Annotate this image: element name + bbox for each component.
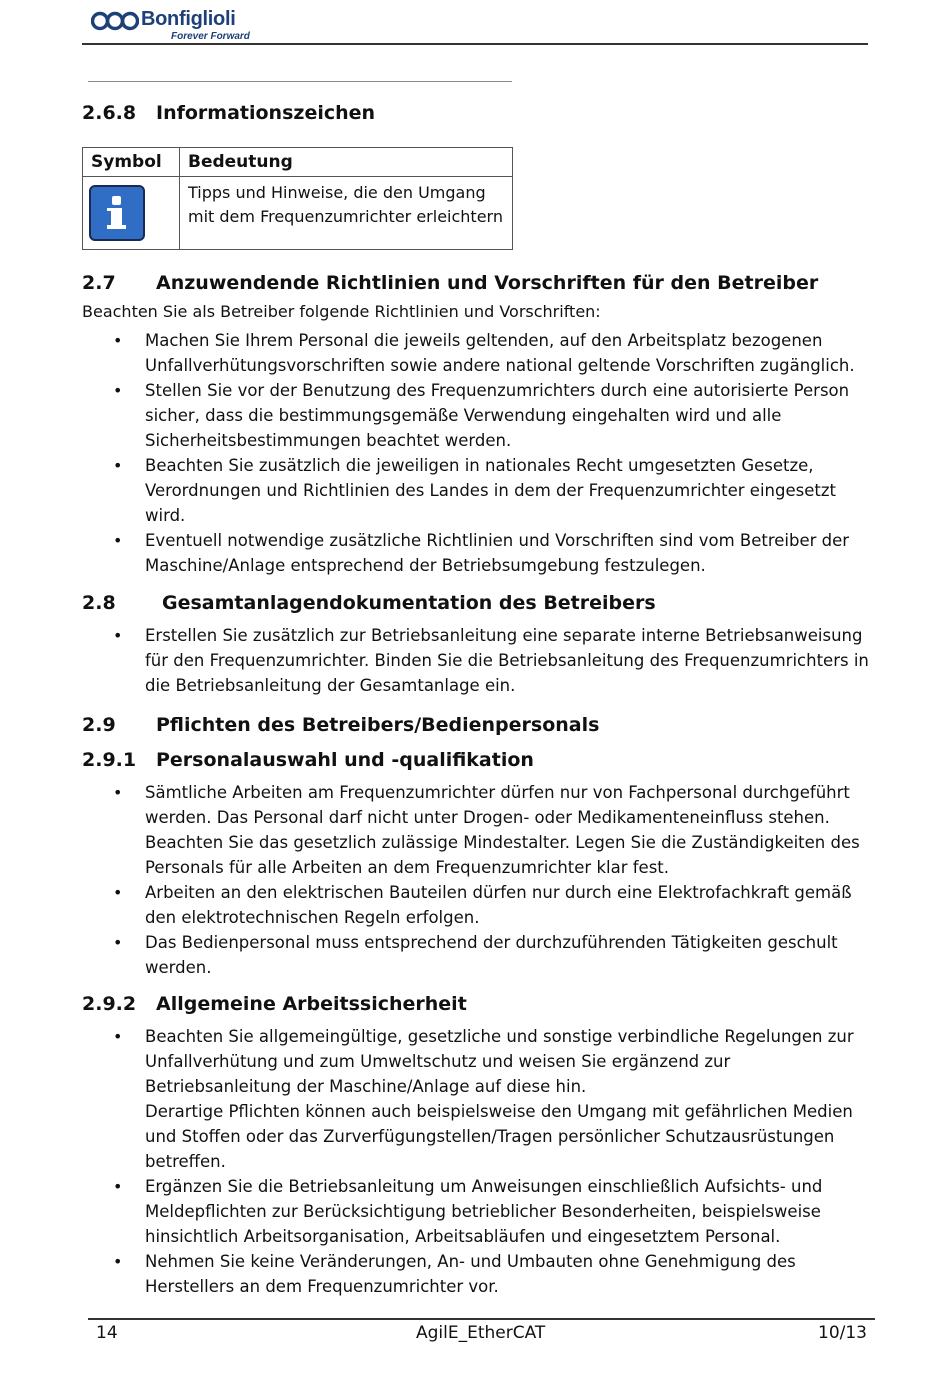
section-number: 2.7	[82, 272, 116, 294]
section-number: 2.9	[82, 714, 116, 736]
section-2-9-2-heading	[82, 991, 872, 1017]
info-symbol-table	[82, 147, 513, 250]
list-item-text: Beachten Sie allgemeingültige, gesetzliche und sonstige verbindliche Regelungen zur Unfallverhütung und zum Umweltschutz und weisen Sie ergänzend zur Betriebsanleitung der Maschine/Anlage auf diese hin.	[145, 1027, 854, 1096]
list-item: • Erstellen Sie zusätzlich zur Betriebsanleitung eine separate interne Betriebsanweisung für den Frequenzumrichter. Binden Sie die Betriebsanleitung des Frequenzumrichters in die Betriebsanleitung der Gesamtanlage ein.	[82, 623, 872, 698]
section-title: Anzuwendende Richtlinien und Vorschriften für den Betreiber	[156, 272, 819, 294]
section-2-9-1-heading	[82, 747, 872, 773]
section-title: Pflichten des Betreibers/Bedienpersonals	[156, 714, 600, 736]
section-2-6-8-heading	[82, 100, 872, 126]
list-item: • Das Bedienpersonal muss entsprechend der durchzuführenden Tätigkeiten geschult werden.	[82, 930, 872, 980]
section-number: 2.9.1	[82, 749, 137, 771]
list-item: • Eventuell notwendige zusätzliche Richtlinien und Vorschriften sind vom Betreiber der Maschine/Anlage entsprechend der Betriebsumgebung festzulegen.	[82, 528, 872, 578]
list-item: • Nehmen Sie keine Veränderungen, An- und Umbauten ohne Genehmigung des Herstellers an dem Frequenzumrichter vor.	[82, 1249, 872, 1299]
list-item: • Beachten Sie zusätzlich die jeweiligen in nationales Recht umgesetzten Gesetze, Verordnungen und Richtlinien des Landes in dem der Frequenzumrichter eingesetzt wird.	[82, 453, 872, 528]
symbol-cell	[83, 177, 180, 250]
bonfiglioli-logo	[91, 8, 261, 44]
list-item	[82, 1024, 872, 1174]
info-icon	[89, 185, 145, 241]
bullet-list	[82, 780, 872, 980]
section-title: Allgemeine Arbeitssicherheit	[156, 993, 467, 1015]
bullet-list	[82, 1024, 872, 1299]
document-date: 10/13	[818, 1323, 867, 1343]
brand-name: Bonfiglioli	[141, 8, 236, 30]
section-title: Gesamtanlagendokumentation des Betreibers	[162, 592, 656, 614]
logo-mark-icon	[91, 10, 139, 32]
bullet-list	[82, 623, 872, 698]
section-2-7-heading	[82, 270, 872, 296]
section-number: 2.9.2	[82, 993, 137, 1015]
bullet-list	[82, 328, 872, 578]
section-2-9-heading	[82, 712, 872, 738]
page-number: 14	[96, 1323, 118, 1343]
list-item: • Arbeiten an den elektrischen Bauteilen dürfen nur durch eine Elektrofachkraft gemäß den elektrotechnischen Regeln erfolgen.	[82, 880, 872, 930]
page-header	[0, 0, 950, 50]
top-short-divider	[88, 81, 512, 82]
list-item-extra-text: Derartige Pflichten können auch beispielsweise den Umgang mit gefährlichen Medien und Stoffen oder das Zurverfügungstellen/Tragen persönlicher Schutzausrüstungen betreffen.	[145, 1102, 853, 1171]
section-number: 2.8	[82, 592, 116, 614]
list-item: • Ergänzen Sie die Betriebsanleitung um Anweisungen einschließlich Aufsichts- und Meldepflichten zur Berücksichtigung betrieblicher Besonderheiten, beispielsweise hinsichtlich Arbeitsorganisation, Arbeitsabläufen und eingesetztem Personal.	[82, 1174, 872, 1249]
meaning-cell: Tipps und Hinweise, die den Umgang mit dem Frequenzumrichter erleichtern	[180, 177, 513, 250]
list-item: • Machen Sie Ihrem Personal die jeweils geltenden, auf den Arbeitsplatz bezogenen Unfallverhütungsvorschriften sowie andere national geltende Vorschriften zugänglich.	[82, 328, 872, 378]
header-divider	[82, 43, 868, 45]
list-item: • Stellen Sie vor der Benutzung des Frequenzumrichters durch eine autorisierte Person sicher, dass die bestimmungsgemäße Verwendung eingehalten wird und alle Sicherheitsbestimmungen beachtet werden.	[82, 378, 872, 453]
footer-divider	[88, 1318, 875, 1320]
document-name: AgilE_EtherCAT	[416, 1323, 546, 1343]
section-title: Informationszeichen	[156, 102, 376, 124]
column-header-meaning: Bedeutung	[180, 148, 513, 177]
table-header-row	[83, 148, 513, 177]
table-row	[83, 177, 513, 250]
list-item: • Sämtliche Arbeiten am Frequenzumrichter dürfen nur von Fachpersonal durchgeführt werden. Das Personal darf nicht unter Drogen- oder Medikamenteneinfluss stehen. Beachten Sie das gesetzlich zulässige Mindestalter. Legen Sie die Zuständigkeiten des Personals für alle Arbeiten an dem Frequenzumrichter klar fest.	[82, 780, 872, 880]
section-intro: Beachten Sie als Betreiber folgende Richtlinien und Vorschriften:	[82, 302, 601, 321]
brand-tagline: Forever Forward	[171, 31, 250, 42]
section-number: 2.6.8	[82, 102, 137, 124]
section-2-8-heading	[82, 590, 872, 616]
column-header-symbol: Symbol	[83, 148, 180, 177]
page-content	[82, 100, 872, 1299]
section-title: Personalauswahl und -qualifikation	[156, 749, 534, 771]
